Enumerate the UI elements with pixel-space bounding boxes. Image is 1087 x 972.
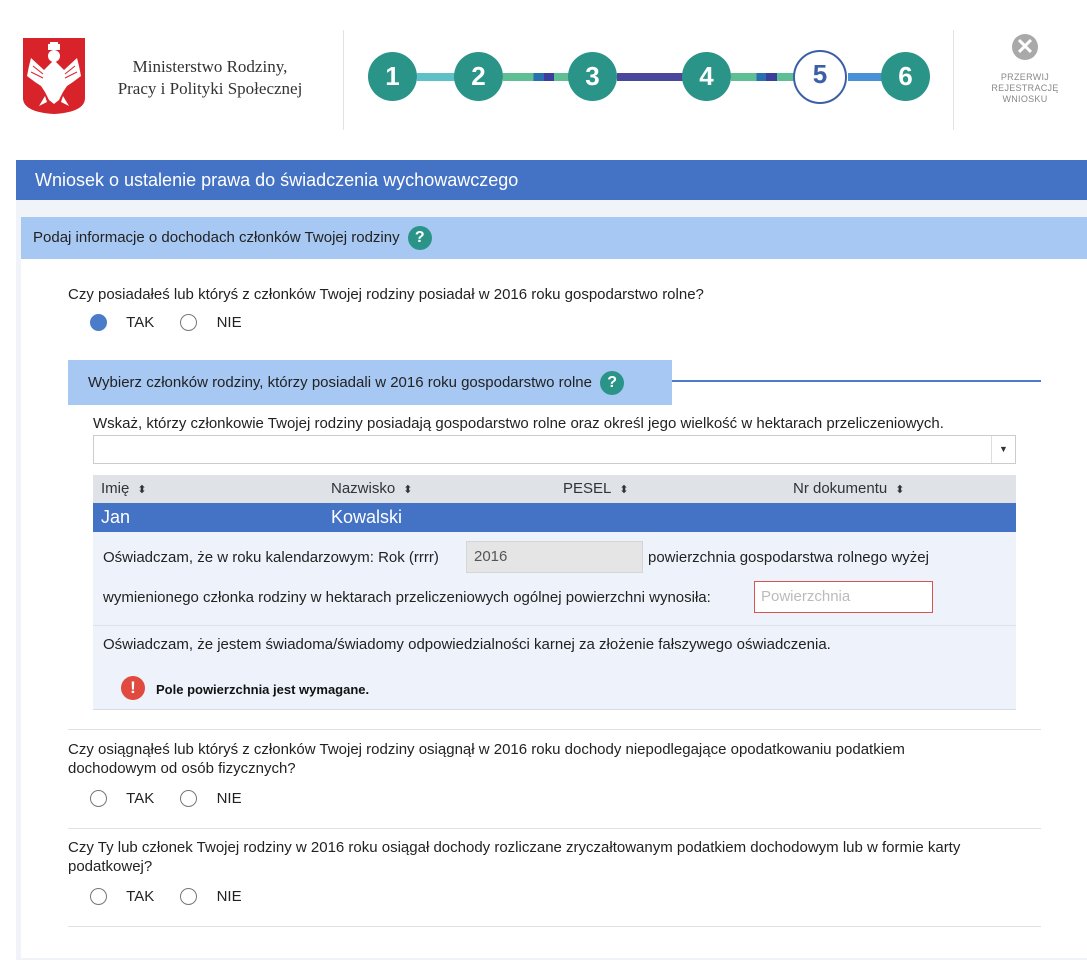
column-last-name[interactable] — [331, 480, 412, 497]
radio-group-lump-sum-tax — [90, 887, 264, 905]
step-1: 1 — [368, 52, 417, 101]
radio-untaxed-yes-label[interactable]: TAK — [126, 789, 155, 807]
question-divider — [68, 828, 1041, 829]
question-divider — [68, 729, 1041, 730]
column-pesel-label: PESEL — [563, 480, 612, 497]
column-first-name[interactable] — [101, 480, 147, 497]
radio-group-untaxed-income — [90, 789, 264, 807]
column-last-name-label: Nazwisko — [331, 480, 396, 497]
farm-members-heading — [68, 360, 672, 405]
cancel-label-line1: PRZERWIJ — [1000, 72, 1050, 82]
radio-untaxed-no[interactable] — [180, 790, 197, 807]
declaration-area-text: wymienionego członka rodziny w hektarach przeliczeniowych ogólnej powierzchni wynosiła: — [103, 589, 711, 606]
question-divider — [68, 926, 1041, 927]
question-lump-sum-tax-line2: podatkowej? — [68, 858, 153, 875]
question-untaxed-income-line2: dochodowym od osób fizycznych? — [68, 760, 296, 777]
step-6: 6 — [881, 52, 930, 101]
section-heading — [21, 217, 1087, 259]
header-divider — [343, 30, 344, 130]
declaration-year-suffix: powierzchnia gospodarstwa rolnego wyżej — [648, 549, 929, 566]
column-document[interactable] — [793, 480, 904, 497]
question-untaxed-income-line1: Czy osiągnąłeś lub któryś z członków Twojej rodziny osiągnął w 2016 roku dochody niepodlegające opodatkowaniu podatkiem — [68, 741, 905, 758]
question-lump-sum-tax — [68, 838, 960, 876]
header-divider — [953, 30, 954, 130]
column-pesel[interactable] — [563, 480, 629, 497]
error-icon: ! — [121, 676, 145, 700]
step-connector — [617, 73, 685, 81]
form-title: Wniosek o ustalenie prawa do świadczenia wychowawczego — [16, 160, 1087, 200]
cell-last-name: Kowalski — [331, 507, 403, 527]
section-heading-text: Podaj informacje o dochodach członków Twojej rodziny — [33, 229, 400, 246]
radio-lump-sum-yes[interactable] — [90, 888, 107, 905]
step-connector — [503, 73, 571, 81]
step-3: 3 — [568, 52, 617, 101]
radio-lump-sum-yes-label[interactable]: TAK — [126, 887, 155, 905]
question-untaxed-income — [68, 740, 905, 778]
cancel-label-line3: WNIOSKU — [1002, 94, 1048, 104]
help-icon[interactable]: ? — [600, 371, 624, 395]
farm-hint: Wskaż, którzy członkowie Twojej rodziny posiadają gospodarstwo rolne oraz określ jego wielkość w hektarach przeliczeniowych. — [93, 415, 944, 432]
step-2: 2 — [454, 52, 503, 101]
cancel-registration-label[interactable] — [985, 72, 1065, 105]
column-first-name-label: Imię — [101, 480, 130, 497]
error-message: Pole powierzchnia jest wymagane. — [156, 682, 370, 697]
table-row[interactable] — [93, 503, 1016, 532]
radio-farm-yes-label[interactable]: TAK — [126, 313, 155, 331]
radio-group-farm — [90, 313, 264, 331]
sort-icon[interactable]: ⬍ — [619, 484, 629, 496]
column-document-label: Nr dokumentu — [793, 480, 888, 497]
family-member-select[interactable] — [93, 435, 1016, 464]
sort-icon[interactable]: ⬍ — [403, 484, 413, 496]
step-connector — [731, 73, 795, 81]
step-4: 4 — [682, 52, 731, 101]
step-5-active: 5 — [793, 50, 847, 104]
radio-lump-sum-no[interactable] — [180, 888, 197, 905]
radio-farm-yes[interactable] — [90, 314, 107, 331]
step-connector — [417, 73, 457, 81]
cell-first-name: Jan — [101, 507, 131, 527]
ministry-name — [100, 56, 320, 100]
cancel-registration-button[interactable] — [985, 34, 1065, 105]
chevron-down-icon[interactable]: ▼ — [991, 436, 1015, 463]
radio-untaxed-yes[interactable] — [90, 790, 107, 807]
help-icon[interactable]: ? — [408, 226, 432, 250]
radio-farm-no[interactable] — [180, 314, 197, 331]
step-connector — [848, 73, 884, 81]
header — [0, 0, 1087, 150]
farm-members-heading-text: Wybierz członków rodziny, którzy posiadali w 2016 roku gospodarstwo rolne — [88, 374, 592, 391]
radio-untaxed-no-label[interactable]: NIE — [216, 789, 242, 807]
cancel-label-line2: REJESTRACJĘ — [991, 83, 1059, 93]
polish-eagle-emblem — [21, 36, 87, 116]
radio-lump-sum-no-label[interactable]: NIE — [216, 887, 242, 905]
declaration-liability-text: Oświadczam, że jestem świadoma/świadomy odpowiedzialności karnej za złożenie fałszywego oświadczenia. — [103, 636, 831, 653]
ministry-line1: Ministerstwo Rodziny, — [132, 57, 288, 76]
sort-icon[interactable]: ⬍ — [137, 484, 147, 496]
ministry-line2: Pracy i Polityki Społecznej — [117, 79, 303, 98]
declaration-year-prefix: Oświadczam, że w roku kalendarzowym: Rok (rrrr) — [103, 549, 439, 566]
sort-icon[interactable]: ⬍ — [895, 484, 905, 496]
question-farm: Czy posiadałeś lub któryś z członków Twojej rodziny posiadał w 2016 roku gospodarstwo rolne? — [68, 286, 704, 303]
farm-heading-rule — [672, 380, 1041, 382]
close-icon[interactable]: ✕ — [1012, 34, 1038, 60]
area-input[interactable]: Powierzchnia — [754, 581, 933, 613]
radio-farm-no-label[interactable]: NIE — [216, 313, 242, 331]
year-input[interactable]: 2016 — [466, 541, 643, 573]
declaration-divider — [93, 625, 1016, 626]
question-lump-sum-tax-line1: Czy Ty lub członek Twojej rodziny w 2016 roku osiągał dochody rozliczane zryczałtowanym podatkiem dochodowym lub w formie karty — [68, 839, 961, 856]
farm-declaration-panel — [93, 532, 1016, 710]
members-table-header — [93, 475, 1016, 503]
